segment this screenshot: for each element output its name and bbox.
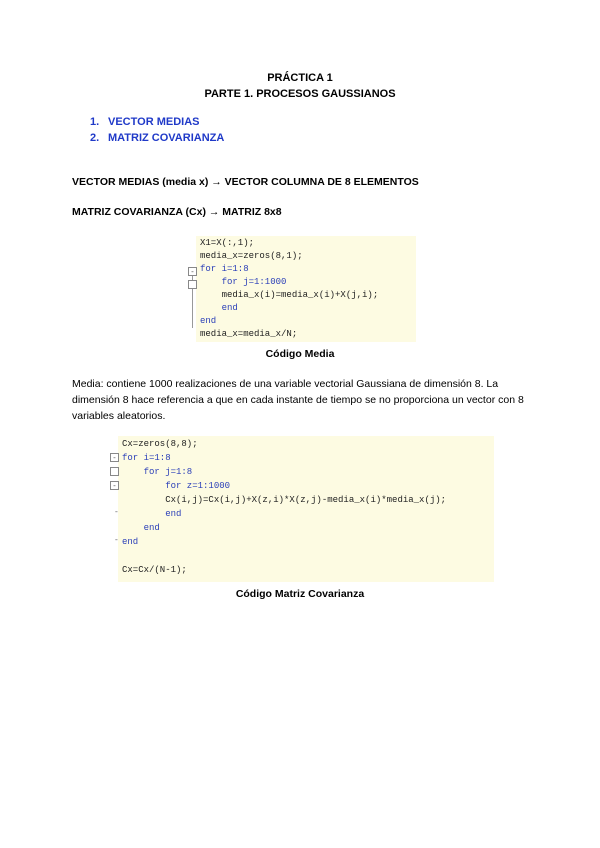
code-line: end — [122, 537, 139, 547]
caption-codigo-covarianza: Código Matriz Covarianza — [235, 588, 365, 600]
code-block-media — [196, 236, 416, 342]
caption-codigo-media: Código Media — [265, 348, 335, 360]
list-item — [90, 116, 199, 128]
page-title: PRÁCTICA 1 — [267, 72, 333, 84]
fold-collapse-icon[interactable] — [110, 467, 119, 476]
code-line: for j=1:8 — [122, 467, 193, 477]
code-line: Cx(i,j)=Cx(i,j)+X(z,i)*X(z,j)-media_x(i)*media_x(j); — [122, 495, 447, 505]
code-line: for i=1:8 — [200, 264, 249, 274]
code-line: end — [122, 509, 182, 519]
code-line: end — [200, 316, 217, 326]
paragraph-media: Media: contiene 1000 realizaciones de una variable vectorial Gaussiana de dimensión 8. La dimensión 8 hace referencia a que en cada instante de tiempo se no proporciona un vector con 8 variables aleatorios. — [72, 378, 524, 422]
code-line: end — [200, 303, 238, 313]
fold-collapse-icon[interactable] — [188, 280, 197, 289]
fold-end-marker: - — [114, 536, 119, 545]
fold-end-marker: - — [114, 508, 119, 517]
list-item-number: 2. — [90, 132, 100, 144]
code-line: for j=1:1000 — [200, 277, 287, 287]
heading-matriz-covarianza: MATRIZ COVARIANZA (Cx) → MATRIZ 8x8 — [72, 206, 282, 218]
code-line: Cx=zeros(8,8); — [122, 439, 198, 449]
code-line: Cx=Cx/(N-1); — [122, 565, 187, 575]
code-line: end — [122, 523, 160, 533]
code-line: media_x(i)=media_x(i)+X(j,i); — [200, 290, 379, 300]
code-line: X1=X(:,1); — [200, 238, 255, 248]
code-block-covarianza — [118, 436, 494, 582]
heading-vector-medias: VECTOR MEDIAS (media x) → VECTOR COLUMNA DE 8 ELEMENTOS — [72, 176, 419, 188]
code-line: for z=1:1000 — [122, 481, 231, 491]
fold-collapse-icon[interactable]: - — [110, 481, 119, 490]
code-line: media_x=zeros(8,1); — [200, 251, 303, 261]
page-subtitle: PARTE 1. PROCESOS GAUSSIANOS — [204, 88, 396, 100]
list-item-number: 1. — [90, 116, 100, 128]
list-item-label: MATRIZ COVARIANZA — [108, 132, 225, 144]
code-line: for i=1:8 — [122, 453, 171, 463]
code-line: media_x=media_x/N; — [200, 329, 298, 339]
fold-collapse-icon[interactable]: - — [110, 453, 119, 462]
list-item — [90, 132, 224, 144]
fold-collapse-icon[interactable]: - — [188, 267, 197, 276]
list-item-label: VECTOR MEDIAS — [108, 116, 200, 128]
